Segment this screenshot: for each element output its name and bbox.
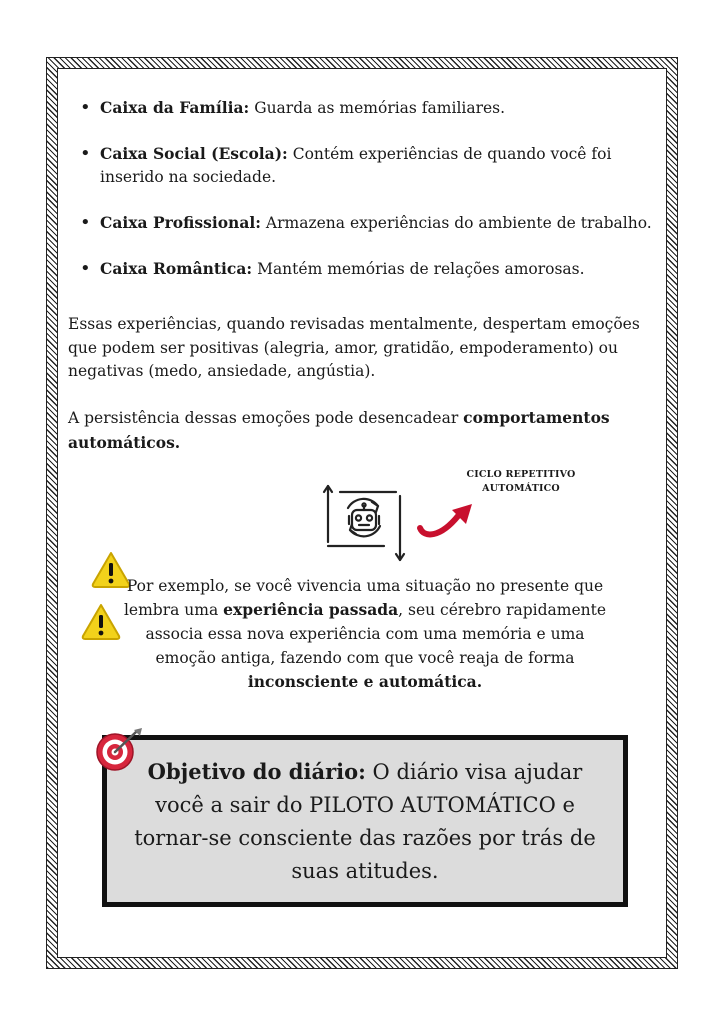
example-text: , seu cérebro rapidamente associa essa nova experiência com uma memória e uma emoção antiga, fazendo com que você reaja de forma	[145, 601, 607, 667]
list-item-romantic	[78, 257, 668, 281]
automatic-behavior-paragraph	[68, 406, 668, 455]
example-bold: experiência passada	[223, 600, 399, 619]
cycle-label-line2: AUTOMÁTICO	[482, 483, 560, 494]
bullet-key: Caixa Romântica:	[100, 259, 253, 278]
target-icon	[94, 726, 144, 776]
example-bold: inconsciente e automática.	[247, 672, 483, 691]
cycle-label	[446, 468, 596, 496]
bullet-key: Caixa Profissional:	[100, 213, 261, 232]
paragraph-bold: comportamentos automáticos.	[68, 408, 610, 452]
paragraph-text: A persistência dessas emoções pode desencadear	[68, 409, 464, 427]
bullet-text: Mantém memórias de relações amorosas.	[252, 260, 585, 278]
cycle-label-line1: CICLO REPETITIVO	[466, 469, 576, 480]
example-paragraph	[120, 574, 610, 694]
bullet-text: Guarda as memórias familiares.	[249, 99, 506, 117]
memory-boxes-list	[78, 96, 668, 281]
goal-text	[130, 755, 600, 888]
list-item-professional	[78, 211, 668, 235]
bullet-key: Caixa Social (Escola):	[100, 144, 288, 163]
goal-title: Objetivo do diário:	[147, 758, 366, 784]
bullet-key: Caixa da Família:	[100, 98, 250, 117]
example-text: Por exemplo, se você vivencia uma situação no presente que lembra uma	[123, 577, 604, 619]
bullet-text: Contém experiências de quando você foi inserido na sociedade.	[100, 145, 612, 186]
bullet-text: Armazena experiências do ambiente de trabalho.	[260, 214, 652, 232]
robot-cycle-icon	[322, 484, 406, 564]
list-item-family	[78, 96, 668, 120]
goal-box	[102, 735, 628, 907]
goal-description: O diário visa ajudar você a sair do PILOTO AUTOMÁTICO e tornar-se consciente das razões por trás de suas atitudes.	[134, 759, 596, 883]
list-item-social	[78, 142, 660, 189]
red-arrow-icon	[414, 498, 478, 542]
emotions-paragraph: Essas experiências, quando revisadas mentalmente, despertam emoções que podem ser positivas (alegria, amor, gratidão, empoderamento) ou negativas (medo, ansiedade, angústia).	[68, 315, 640, 380]
warning-icon	[80, 602, 122, 642]
